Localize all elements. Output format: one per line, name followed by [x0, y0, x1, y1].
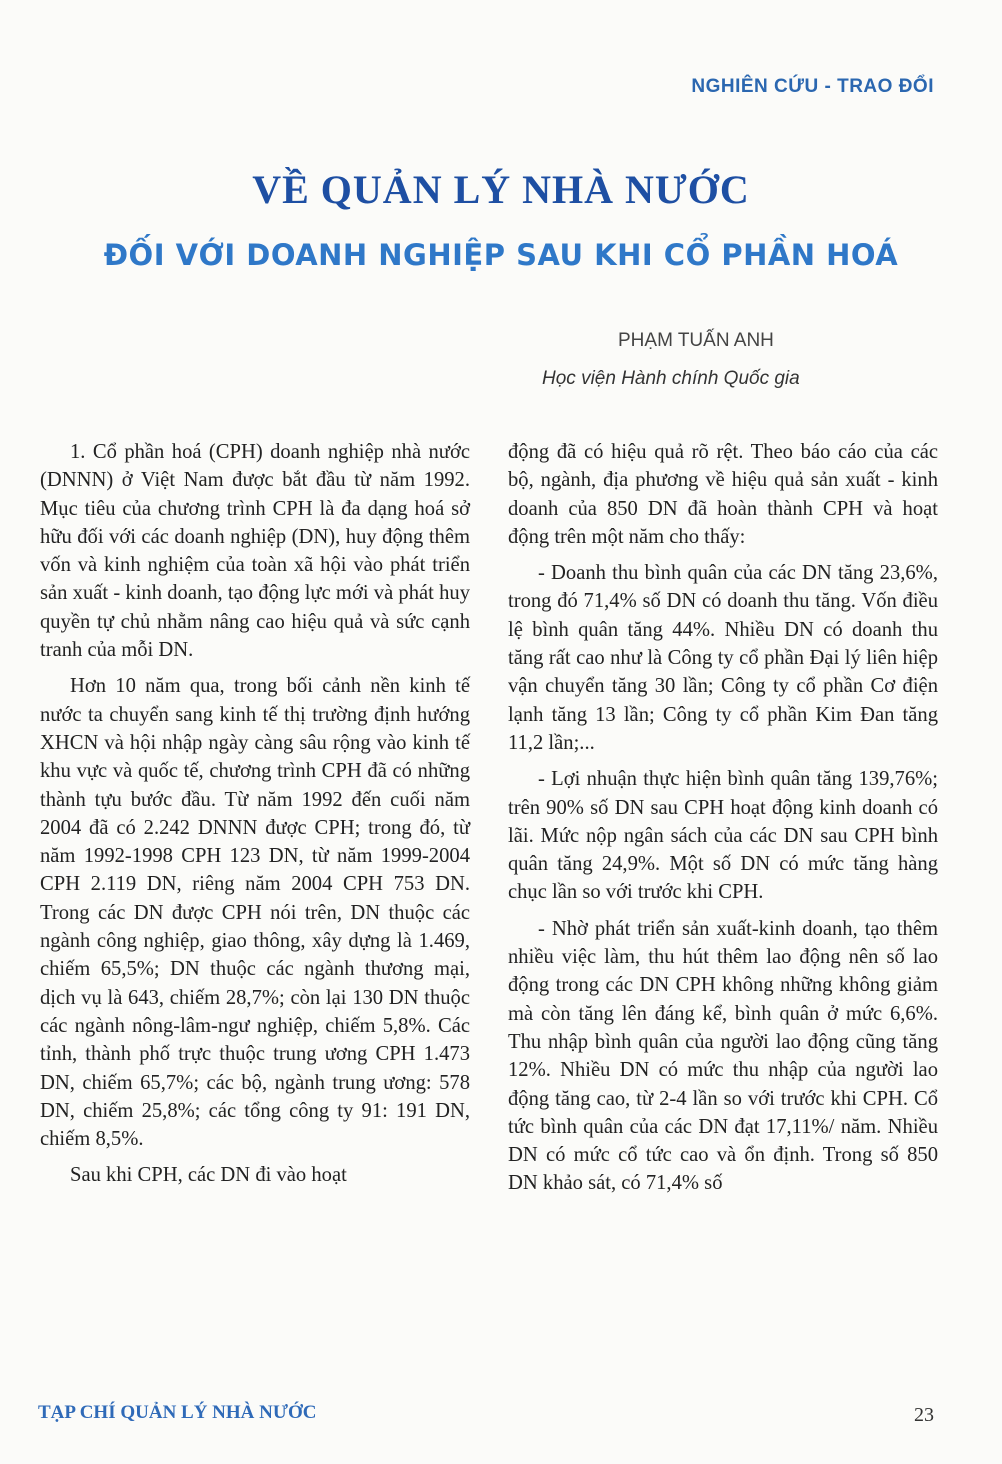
- journal-name: TẠP CHÍ QUẢN LÝ NHÀ NƯỚC: [38, 1402, 317, 1423]
- body-column-left: [40, 438, 470, 1198]
- paragraph: 1. Cổ phần hoá (CPH) doanh nghiệp nhà nước (DNNN) ở Việt Nam được bắt đầu từ năm 1992. Mục tiêu của chương trình CPH là đa dạng hoá sở hữu đối với các doanh nghiệp (DN), huy động thêm vốn và kinh nghiệm của toàn xã hội vào phát triển sản xuất - kinh doanh, tạo động lực mới và phát huy quyền tự chủ nhằm nâng cao hiệu quả và sức cạnh tranh của mỗi DN.: [40, 441, 470, 662]
- body-column-right: [508, 438, 938, 1206]
- author-affiliation: Học viện Hành chính Quốc gia: [542, 368, 800, 389]
- paragraph: Sau khi CPH, các DN đi vào hoạt: [70, 1164, 347, 1187]
- paragraph: - Doanh thu bình quân của các DN tăng 23,6%, trong đó 71,4% số DN có doanh thu tăng. Vốn điều lệ bình quân tăng 44%. Nhiều DN có doanh thu tăng rất cao như là Công ty cổ phần Đại lý liên hiệp vận chuyển tăng 30 lần; Công ty cổ phần Cơ điện lạnh tăng 13 lần; Công ty cổ phần Kim Đan tăng 11,2 lần;...: [508, 562, 938, 754]
- page-number: 23: [914, 1404, 934, 1426]
- section-label: NGHIÊN CỨU - TRAO ĐỔI: [691, 76, 934, 97]
- paragraph: - Lợi nhuận thực hiện bình quân tăng 139,76%; trên 90% số DN sau CPH hoạt động kinh doanh có lãi. Mức nộp ngân sách của các DN sau CPH bình quân tăng 24,9%. Một số DN có mức tăng hàng chục lần so với trước khi CPH.: [508, 768, 938, 904]
- paragraph: Hơn 10 năm qua, trong bối cảnh nền kinh tế nước ta chuyển sang kinh tế thị trường định hướng XHCN và hội nhập ngày càng sâu rộng vào kinh tế khu vực và quốc tế, chương trình CPH đã có những thành tựu bước đầu. Từ năm 1992 đến cuối năm 2004 đã có 2.242 DNNN được CPH; trong đó, từ năm 1992-1998 CPH 123 DN, từ năm 1999-2004 CPH 2.119 DN, riêng năm 2004 CPH 753 DN. Trong các DN được CPH nói trên, DN thuộc các ngành công nghiệp, giao thông, xây dựng là 1.469, chiếm 65,5%; DN thuộc các ngành thương mại, dịch vụ là 643, chiếm 28,7%; còn lại 130 DN thuộc các ngành nông-lâm-ngư nghiệp, chiếm 5,8%. Các tỉnh, thành phố trực thuộc trung ương CPH 1.473 DN, chiếm 65,7%; các bộ, ngành trung ương: 578 DN, chiếm 25,8%; các tổng công ty 91: 191 DN, chiếm 8,5%.: [40, 675, 470, 1151]
- article-title-line1: VỀ QUẢN LÝ NHÀ NƯỚC: [252, 167, 750, 212]
- article-title-line2: ĐỐI VỚI DOANH NGHIỆP SAU KHI CỔ PHẦN HOÁ: [103, 238, 899, 272]
- author-name: PHẠM TUẤN ANH: [618, 330, 774, 351]
- paragraph: động đã có hiệu quả rõ rệt. Theo báo cáo của các bộ, ngành, địa phương về hiệu quả sản xuất - kinh doanh của 850 DN đã hoàn thành CPH và hoạt động trên một năm cho thấy:: [508, 441, 938, 548]
- paragraph: - Nhờ phát triển sản xuất-kinh doanh, tạo thêm nhiều việc làm, thu hút thêm lao động nên số lao động trong các DN CPH không những không giảm mà còn tăng lên đáng kể, bình quân ở mức 6,6%. Thu nhập bình quân của người lao động cũng tăng 12%. Nhiều DN có mức thu nhập của người lao động tăng cao, từ 2-4 lần so với trước khi CPH. Cổ tức bình quân của các DN đạt 17,11%/ năm. Nhiều DN có mức cổ tức cao và ổn định. Trong số 850 DN khảo sát, có 71,4% số: [508, 917, 938, 1195]
